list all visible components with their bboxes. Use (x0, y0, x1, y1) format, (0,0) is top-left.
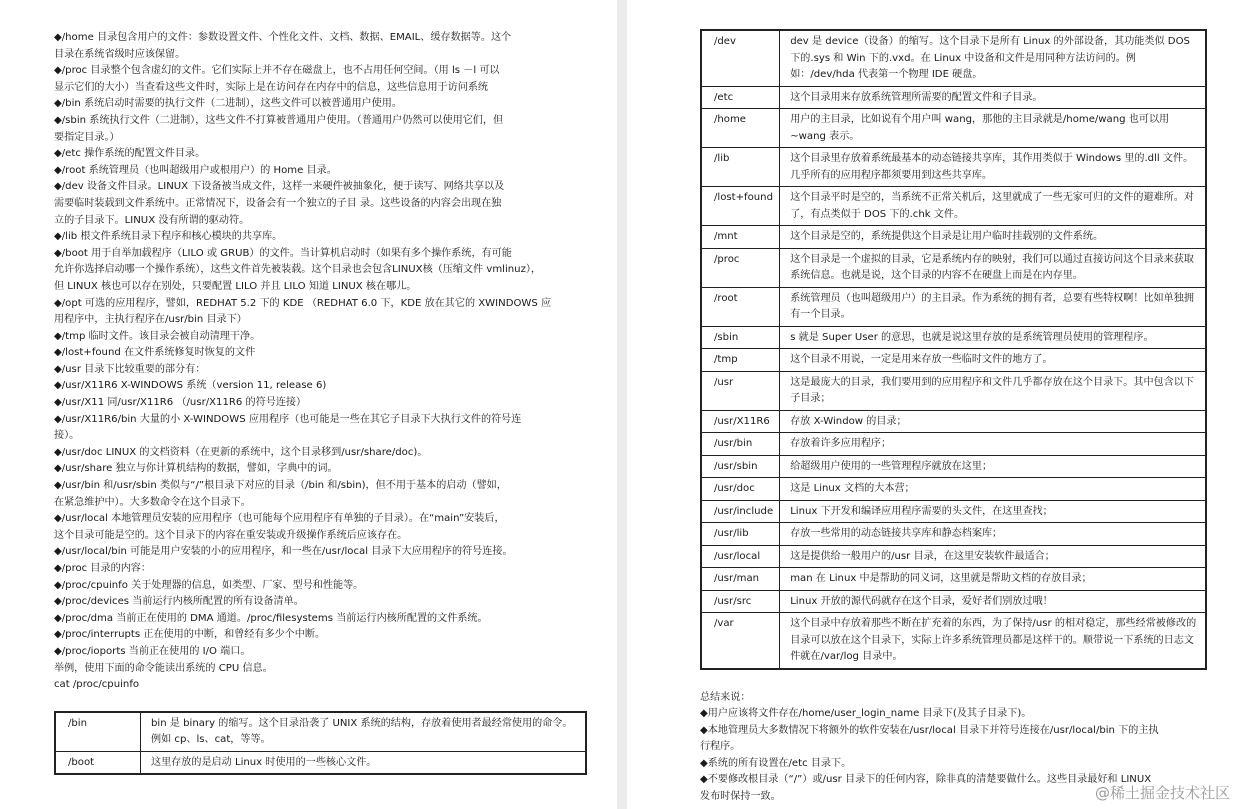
directory-description-cell: 这是提供给一般用户的/usr 目录，在这里安装软件最适合； (780, 545, 1206, 568)
text-line: 需要临时装载到文件系统中。正常情况下，设备会有一个独立的子目 录。这些设备的内容会出现在独 (54, 197, 502, 209)
text-line: ◆/usr/local 本地管理员安装的应用程序（也可能每个应用程序有单独的子目录）。在“main”安装后， (54, 513, 505, 525)
table-row (701, 568, 1206, 591)
right-directory-table (700, 29, 1207, 670)
directory-description-cell: 这个目录用来存放系统管理所需要的配置文件和子目录。 (780, 86, 1206, 109)
text-line: ◆/proc/devices 当前运行内核所配置的所有设备清单。 (54, 596, 304, 608)
table-row (701, 187, 1206, 226)
text-line: 这个目录可能是空的。这个目录下的内容在重安装或升级操作系统后应该存在。 (54, 529, 408, 541)
directory-description-cell: 这是 Linux 文档的大本营； (780, 478, 1206, 501)
table-row (701, 410, 1206, 433)
text-line: 用程序中，主执行程序在/usr/bin 目录下） (54, 314, 247, 326)
table-row (701, 109, 1206, 148)
text-line: ◆/tmp 临时文件。该目录会被自动清理干净。 (54, 330, 261, 342)
text-line: 但 LINUX 核也可以存在别处，只要配置 LILO 并且 LILO 知道 LINUX 核在哪儿。 (54, 280, 417, 292)
directory-name-cell: /lost+found (701, 187, 780, 226)
directory-description-cell: 系统管理员（也叫超级用户）的主目录。作为系统的拥有者，总要有些特权啊！比如单独拥有一个目录。 (780, 287, 1206, 326)
table-row (55, 751, 586, 774)
directory-name-cell: /bin (55, 712, 141, 752)
text-line: ◆/bin 系统启动时需要的执行文件（二进制），这些文件可以被普通用户使用。 (54, 98, 402, 110)
directory-description-cell: 这是最庞大的目录，我们要用到的应用程序和文件几乎都存放在这个目录下。其中包含以下子目录； (780, 371, 1206, 410)
text-line: ◆/home 目录包含用户的文件：参数设置文件、个性化文件、文档、数据、EMAIL、缓存数据等。这个 (54, 32, 512, 43)
directory-description-cell: bin 是 binary 的缩写。这个目录沿袭了 UNIX 系统的结构，存放着使用者最经常使用的命令。例如 cp、ls、cat，等等。 (141, 712, 587, 752)
table-row (701, 226, 1206, 249)
table-row (701, 248, 1206, 287)
text-line: ◆/lib 根文件系统目录下程序和核心模块的共享库。 (54, 231, 283, 243)
text-line: ◆/proc/dma 当前正在使用的 DMA 通道。/proc/filesystems 当前运行内核所配置的文件系统。 (54, 612, 488, 624)
text-line: 行程序。 (700, 741, 741, 753)
table-row (701, 326, 1206, 349)
directory-description-cell: dev 是 device（设备）的缩写。这个目录下是所有 Linux 的外部设备，其功能类似 DOS 下的.sys 和 Win 下的.vxd。在 Linux 中设备和文件是用同种方法访问的。例如：/dev/hda 代表第一个物理 IDE 硬盘。 (780, 30, 1206, 86)
text-line: ◆系统的所有设置在/etc 目录下。 (700, 757, 852, 769)
table-row (701, 148, 1206, 187)
text-line: 接）。 (54, 430, 80, 442)
text-line: ◆/usr/local/bin 可能是用户安装的小的应用程序，和一些在/usr/local 目录下大应用程序的符号连接。 (54, 546, 513, 558)
text-line: ◆/proc 目录的内容： (54, 563, 151, 574)
directory-name-cell: /sbin (701, 326, 780, 349)
directory-name-cell: /usr/X11R6 (701, 410, 780, 433)
directory-name-cell: /tmp (701, 349, 780, 372)
text-line: ◆/proc/cpuinfo 关于处理器的信息，如类型、厂家、型号和性能等。 (54, 579, 364, 591)
text-line: 发布时保持一致。 (700, 791, 781, 803)
text-line: ◆/lost+found 在文件系统修复时恢复的文件 (54, 347, 256, 359)
directory-name-cell: /mnt (701, 226, 780, 249)
text-line: 在紧急维护中）。大多数命令在这个目录下。 (54, 496, 251, 508)
text-line: 允许你选择启动哪一个操作系统），这些文件首先被装载。这个目录也会包含LINUX核（压缩文件 vmlinuz）， (54, 264, 542, 276)
table-row (701, 349, 1206, 372)
table-row (701, 86, 1206, 109)
directory-description-cell: 用户的主目录，比如说有个用户叫 wang，那他的主目录就是/home/wang 也可以用~wang 表示。 (780, 109, 1206, 148)
text-line: ◆本地管理员大多数情况下将额外的软件安装在/usr/local 目录下并符号连接在/usr/local/bin 下的主执 (700, 724, 1159, 736)
directory-name-cell: /usr/include (701, 500, 780, 523)
text-line: ◆/usr/doc LINUX 的文档资料（在更新的系统中，这个目录移到/usr/share/doc)。 (54, 446, 428, 458)
left-directory-table (54, 711, 587, 776)
table-row (701, 478, 1206, 501)
text-line: cat /proc/cpuinfo (54, 679, 140, 691)
directory-name-cell: /home (701, 109, 780, 148)
left-page (0, 0, 617, 809)
directory-name-cell: /usr/lib (701, 523, 780, 546)
text-line: ◆/opt 可选的应用程序，譬如，REDHAT 5.2 下的 KDE （REDHAT 6.0 下，KDE 放在其它的 XWINDOWS 应 (54, 297, 552, 309)
text-line: 立的子目录下。LINUX 没有所谓的驱动符。 (54, 214, 250, 226)
text-line: ◆/usr/bin 和/usr/sbin 类似与“/”根目录下对应的目录（/bin 和/sbin)，但不用于基本的启动（譬如， (54, 480, 507, 492)
text-line: ◆/sbin 系统执行文件（二进制），这些文件不打算被普通用户使用。（普通用户仍然可以使用它们，但 (54, 114, 504, 126)
directory-description-cell: 这个目录平时是空的，当系统不正常关机后，这里就成了一些无家可归的文件的避难所。对了，有点类似于 DOS 下的.chk 文件。 (780, 187, 1206, 226)
text-line: ◆/proc/interrupts 正在使用的中断，和曾经有多少个中断。 (54, 629, 326, 641)
text-line: ◆/etc 操作系统的配置文件目录。 (54, 148, 206, 160)
text-line: ◆用户应该将文件存在/home/user_login_name 目录下(及其子目录下)。 (700, 708, 1032, 720)
left-page-text (54, 30, 587, 694)
directory-description-cell: 存放 X-Window 的目录； (780, 410, 1206, 433)
table-row (701, 433, 1206, 456)
directory-description-cell: Linux 开放的源代码就存在这个目录，爱好者们别放过哦！ (780, 590, 1206, 613)
table-row (701, 371, 1206, 410)
directory-description-cell: 这个目录里存放着系统最基本的动态链接共享库，其作用类似于 Windows 里的.dll 文件。几乎所有的应用程序都须要用到这些共享库。 (780, 148, 1206, 187)
directory-description-cell: 存放一些常用的动态链接共享库和静态档案库； (780, 523, 1206, 546)
directory-name-cell: /usr/local (701, 545, 780, 568)
directory-name-cell: /etc (701, 86, 780, 109)
text-line: ◆/usr/X11R6/bin 大量的小 X-WINDOWS 应用程序（也可能是一些在其它子目录下大执行文件的符号连 (54, 413, 522, 425)
table-row (701, 590, 1206, 613)
directory-description-cell: 这个目录是一个虚拟的目录，它是系统内存的映射，我们可以通过直接访问这个目录来获取系统信息。也就是说，这个目录的内容不在硬盘上而是在内存里。 (780, 248, 1206, 287)
table-row (55, 712, 586, 752)
directory-name-cell: /root (701, 287, 780, 326)
directory-description-cell: 这里存放的是启动 Linux 时使用的一些核心文件。 (141, 751, 587, 774)
directory-name-cell: /usr/doc (701, 478, 780, 501)
directory-description-cell: 给超级用户使用的一些管理程序就放在这里； (780, 455, 1206, 478)
directory-name-cell: /var (701, 613, 780, 669)
text-line: ◆/usr/X11R6 X-WINDOWS 系统（version 11, release 6) (54, 380, 327, 392)
directory-name-cell: /usr/src (701, 590, 780, 613)
directory-description-cell: 存放着许多应用程序； (780, 433, 1206, 456)
directory-description-cell: s 就是 Super User 的意思，也就是说这里存放的是系统管理员使用的管理程序。 (780, 326, 1206, 349)
directory-description-cell: Linux 下开发和编译应用程序需要的头文件，在这里查找； (780, 500, 1206, 523)
text-line: ◆/proc 目录整个包含虚幻的文件。它们实际上并不存在磁盘上，也不占用任何空间。（用 ls －l 可以 (54, 65, 500, 77)
directory-name-cell: /boot (55, 751, 141, 774)
text-line: 举例，使用下面的命令能读出系统的 CPU 信息。 (54, 662, 273, 674)
text-line: 显示它们的大小）当查看这些文件时，实际上是在访问存在内存中的信息，这些信息用于访问系统 (54, 81, 489, 93)
table-row (701, 613, 1206, 669)
table-row (701, 523, 1206, 546)
directory-name-cell: /dev (701, 30, 780, 86)
directory-name-cell: /usr/sbin (701, 455, 780, 478)
directory-name-cell: /proc (701, 248, 780, 287)
table-row (701, 287, 1206, 326)
text-line: ◆/root 系统管理员（也叫超级用户或根用户）的 Home 目录。 (54, 164, 337, 176)
text-line: ◆/usr/share 独立与你计算机结构的数据，譬如，字典中的词。 (54, 463, 338, 475)
text-line: ◆/usr/X11 同/usr/X11R6 （/usr/X11R6 的符号连接） (54, 397, 307, 409)
text-line: ◆/boot 用于自举加载程序（LILO 或 GRUB）的文件。当计算机启动时（如果有多个操作系统，有可能 (54, 247, 512, 259)
text-line: ◆不要修改根目录（“/”）或/usr 目录下的任何内容，除非真的清楚要做什么。这些目录最好和 LINUX (700, 774, 1152, 786)
table-row (701, 500, 1206, 523)
text-line: 总结来说： (700, 691, 751, 703)
directory-description-cell: 这个目录不用说，一定是用来存放一些临时文件的地方了。 (780, 349, 1206, 372)
directory-name-cell: /usr/bin (701, 433, 780, 456)
directory-name-cell: /usr (701, 371, 780, 410)
text-line: 目录在系统省级时应该保留。 (54, 48, 186, 60)
right-page (627, 0, 1240, 809)
table-row (701, 545, 1206, 568)
watermark: @稀土掘金技术社区 (1094, 784, 1230, 802)
directory-name-cell: /lib (701, 148, 780, 187)
text-line: ◆/proc/ioports 当前正在使用的 I/O 端口。 (54, 645, 251, 657)
directory-description-cell: man 在 Linux 中是帮助的同义词，这里就是帮助文档的存放目录； (780, 568, 1206, 591)
table-row (701, 455, 1206, 478)
table-row (701, 30, 1206, 86)
directory-description-cell: 这个目录是空的，系统提供这个目录是让用户临时挂载别的文件系统。 (780, 226, 1206, 249)
text-line: ◆/dev 设备文件目录。LINUX 下设备被当成文件，这样一来硬件被抽象化，便于读写、网络共享以及 (54, 181, 505, 193)
directory-name-cell: /usr/man (701, 568, 780, 591)
directory-description-cell: 这个目录中存放着那些不断在扩充着的东西，为了保持/usr 的相对稳定，那些经常被修改的目录可以放在这个目录下，实际上许多系统管理员都是这样干的。顺带说一下系统的日志文件就在/var/log 目录中。 (780, 613, 1206, 669)
text-line: 要指定目录。） (54, 131, 120, 143)
text-line: ◆/usr 目录下比较重要的部分有： (54, 363, 206, 375)
